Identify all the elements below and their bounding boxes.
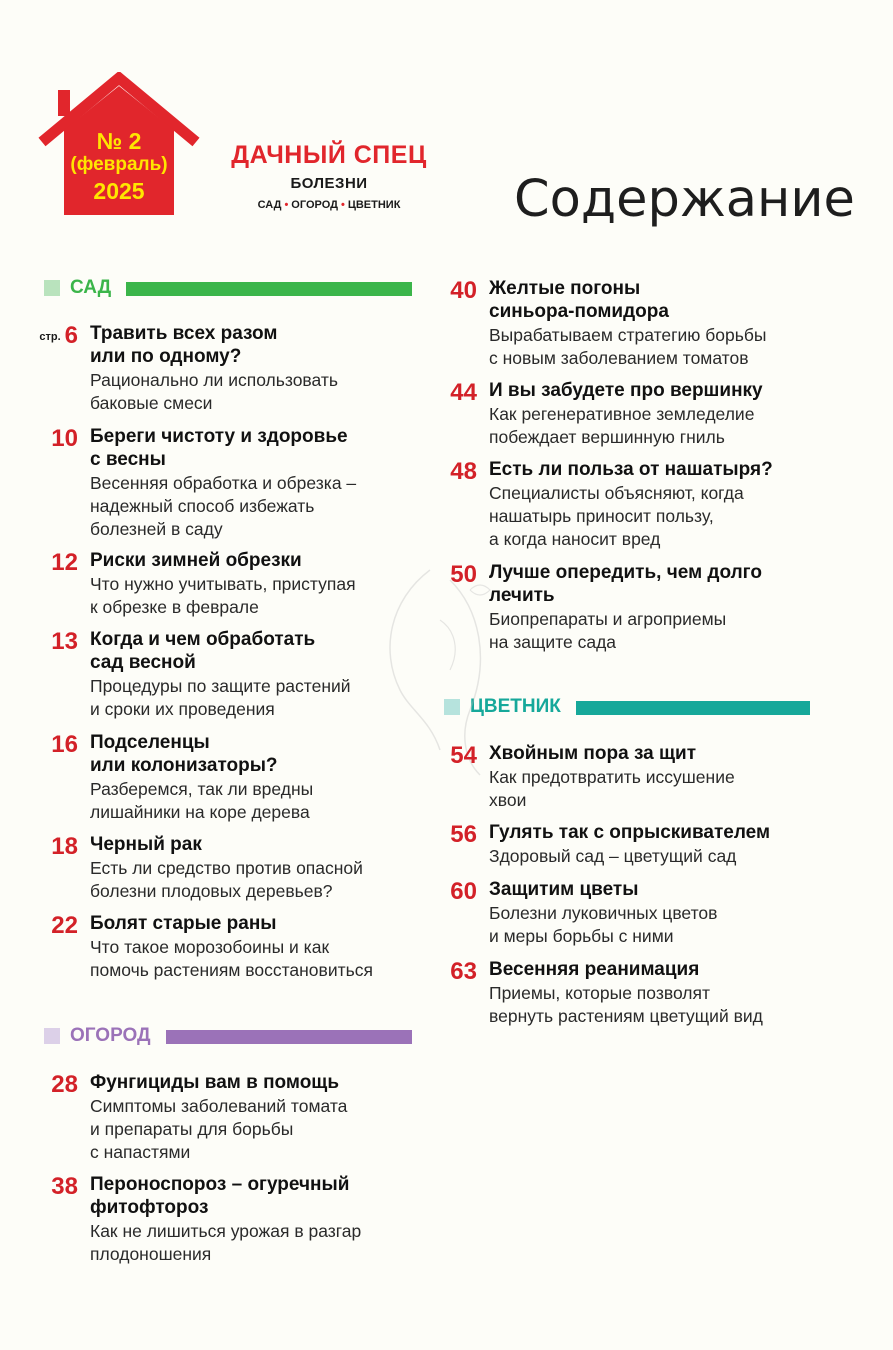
entry-page-number: 60 xyxy=(450,878,477,905)
section-label: ЦВЕТНИК xyxy=(470,696,561,717)
section-square-icon xyxy=(44,280,60,296)
toc-entry[interactable] xyxy=(51,731,314,824)
entry-title: Защитим цветы xyxy=(489,879,639,900)
toc-entry[interactable] xyxy=(51,1071,348,1164)
entry-title: Риски зимней обрезки xyxy=(90,550,302,571)
toc-entry[interactable] xyxy=(51,628,351,721)
issue-number: № 2 xyxy=(96,128,142,154)
bullet-icon: • xyxy=(340,199,345,211)
entry-title: Хвойным пора за щит xyxy=(489,743,697,764)
entry-title: И вы забудете про вершинку xyxy=(489,380,763,401)
entry-page-number: 54 xyxy=(450,742,477,769)
toc-entry[interactable] xyxy=(450,742,735,812)
entry-page-number: 63 xyxy=(450,958,477,985)
issue-label xyxy=(64,128,174,206)
entry-description: Рационально ли использовать баковые смеси xyxy=(90,370,339,413)
entry-page-number: 12 xyxy=(51,549,78,576)
toc-entry[interactable] xyxy=(450,958,763,1028)
bullet-icon: • xyxy=(284,199,289,211)
entry-description: Болезни луковичных цветов и меры борьбы с ними xyxy=(489,903,718,946)
entry-title: Желтые погоны синьора-помидора xyxy=(489,278,669,322)
entry-description: Как не лишиться урожая в разгар плодоношения xyxy=(90,1221,362,1264)
entry-description: Разберемся, так ли вредны лишайники на коре дерева xyxy=(90,779,314,822)
entry-page-number: 48 xyxy=(450,458,477,485)
entry-title: Весенняя реанимация xyxy=(489,959,700,980)
entry-page-number: 40 xyxy=(450,277,477,304)
entry-description: Процедуры по защите растений и сроки их проведения xyxy=(90,676,351,719)
entry-title: Береги чистоту и здоровье с весны xyxy=(90,426,348,470)
toc-entry[interactable] xyxy=(39,322,339,415)
entry-title: Травить всех разом или по одному? xyxy=(90,323,278,367)
toc-entry[interactable] xyxy=(51,912,373,982)
brand-title: ДАЧНЫЙ СПЕЦ xyxy=(231,141,427,169)
toc-entry[interactable] xyxy=(450,821,771,868)
entry-page-number: 18 xyxy=(51,833,78,860)
entry-page-number: 16 xyxy=(51,731,78,758)
section-label: САД xyxy=(70,277,112,298)
entry-page-number: стр. 6 xyxy=(39,322,78,349)
toc-entry[interactable] xyxy=(450,878,718,948)
entry-description: Специалисты объясняют, когда нашатырь приносит пользу, а когда наносит вред xyxy=(489,483,744,549)
toc-entry[interactable] xyxy=(450,379,763,449)
brand-tag-cvetnik: ЦВЕТНИК xyxy=(347,199,401,211)
entry-page-number: 44 xyxy=(450,379,477,406)
entry-description: Биопрепараты и агроприемы на защите сада xyxy=(489,609,727,652)
entry-title: Когда и чем обработать сад весной xyxy=(90,629,316,673)
brand-tag-ogorod: ОГОРОД xyxy=(291,199,338,211)
entry-page-number: 22 xyxy=(51,912,78,939)
section-header-sad xyxy=(44,277,412,299)
section-label: ОГОРОД xyxy=(70,1025,151,1046)
entry-description: Вырабатываем стратегию борьбы с новым заболеванием томатов xyxy=(489,325,767,368)
entry-title: Черный рак xyxy=(90,834,202,855)
issue-year: 2025 xyxy=(93,178,145,204)
section-bar xyxy=(166,1030,412,1044)
entry-page-number: 38 xyxy=(51,1173,78,1200)
brand-tag-sad: САД xyxy=(257,199,282,211)
toc-entry[interactable] xyxy=(51,549,356,619)
entry-title: Гулять так с опрыскивателем xyxy=(489,822,771,843)
brand-tags xyxy=(228,197,430,213)
entry-description: Здоровый сад – цветущий сад xyxy=(489,846,737,866)
entry-page-number: 50 xyxy=(450,561,477,588)
section-bar xyxy=(126,282,412,296)
entry-description: Что такое морозобоины и как помочь растениям восстановиться xyxy=(90,937,373,980)
magazine-brand xyxy=(228,140,430,213)
entry-description: Приемы, которые позволят вернуть растениям цветущий вид xyxy=(489,983,763,1026)
section-header-ogorod xyxy=(44,1025,412,1047)
entry-page-number: 56 xyxy=(450,821,477,848)
section-bar xyxy=(576,701,810,715)
entry-description: Что нужно учитывать, приступая к обрезке в феврале xyxy=(90,574,356,617)
entry-title: Пероноспороз – огуречный фитофтороз xyxy=(90,1174,350,1218)
entry-description: Симптомы заболеваний томата и препараты для борьбы с напастями xyxy=(90,1096,348,1162)
toc-entry[interactable] xyxy=(450,277,767,370)
entry-page-number: 10 xyxy=(51,425,78,452)
entry-page-number: 13 xyxy=(51,628,78,655)
entry-description: Как регенеративное земледелие побеждает вершинную гниль xyxy=(489,404,755,447)
entry-description: Есть ли средство против опасной болезни плодовых деревьев? xyxy=(90,858,363,901)
brand-subtitle: БОЛЕЗНИ xyxy=(290,175,368,192)
entry-title: Есть ли польза от нашатыря? xyxy=(489,459,773,480)
entry-title: Фунгициды вам в помощь xyxy=(90,1072,340,1093)
toc-entry[interactable] xyxy=(51,1173,362,1266)
issue-house-logo xyxy=(38,72,200,218)
toc-entry[interactable] xyxy=(450,458,773,551)
entry-description: Весенняя обработка и обрезка – надежный способ избежать болезней в саду xyxy=(90,473,357,539)
entry-title: Лучше опередить, чем долго лечить xyxy=(489,562,762,606)
entry-title: Болят старые раны xyxy=(90,913,277,934)
page-prefix: стр. xyxy=(39,331,61,343)
toc-entry[interactable] xyxy=(51,425,357,541)
section-square-icon xyxy=(44,1028,60,1044)
toc-entry[interactable] xyxy=(450,561,762,654)
entry-title: Подселенцы или колонизаторы? xyxy=(90,732,278,776)
entry-description: Как предотвратить иссушение хвои xyxy=(489,767,735,810)
issue-month: (февраль) xyxy=(70,154,168,175)
entry-page-number: 28 xyxy=(51,1071,78,1098)
page-title: Содержание xyxy=(514,170,855,229)
toc-entry[interactable] xyxy=(51,833,363,903)
